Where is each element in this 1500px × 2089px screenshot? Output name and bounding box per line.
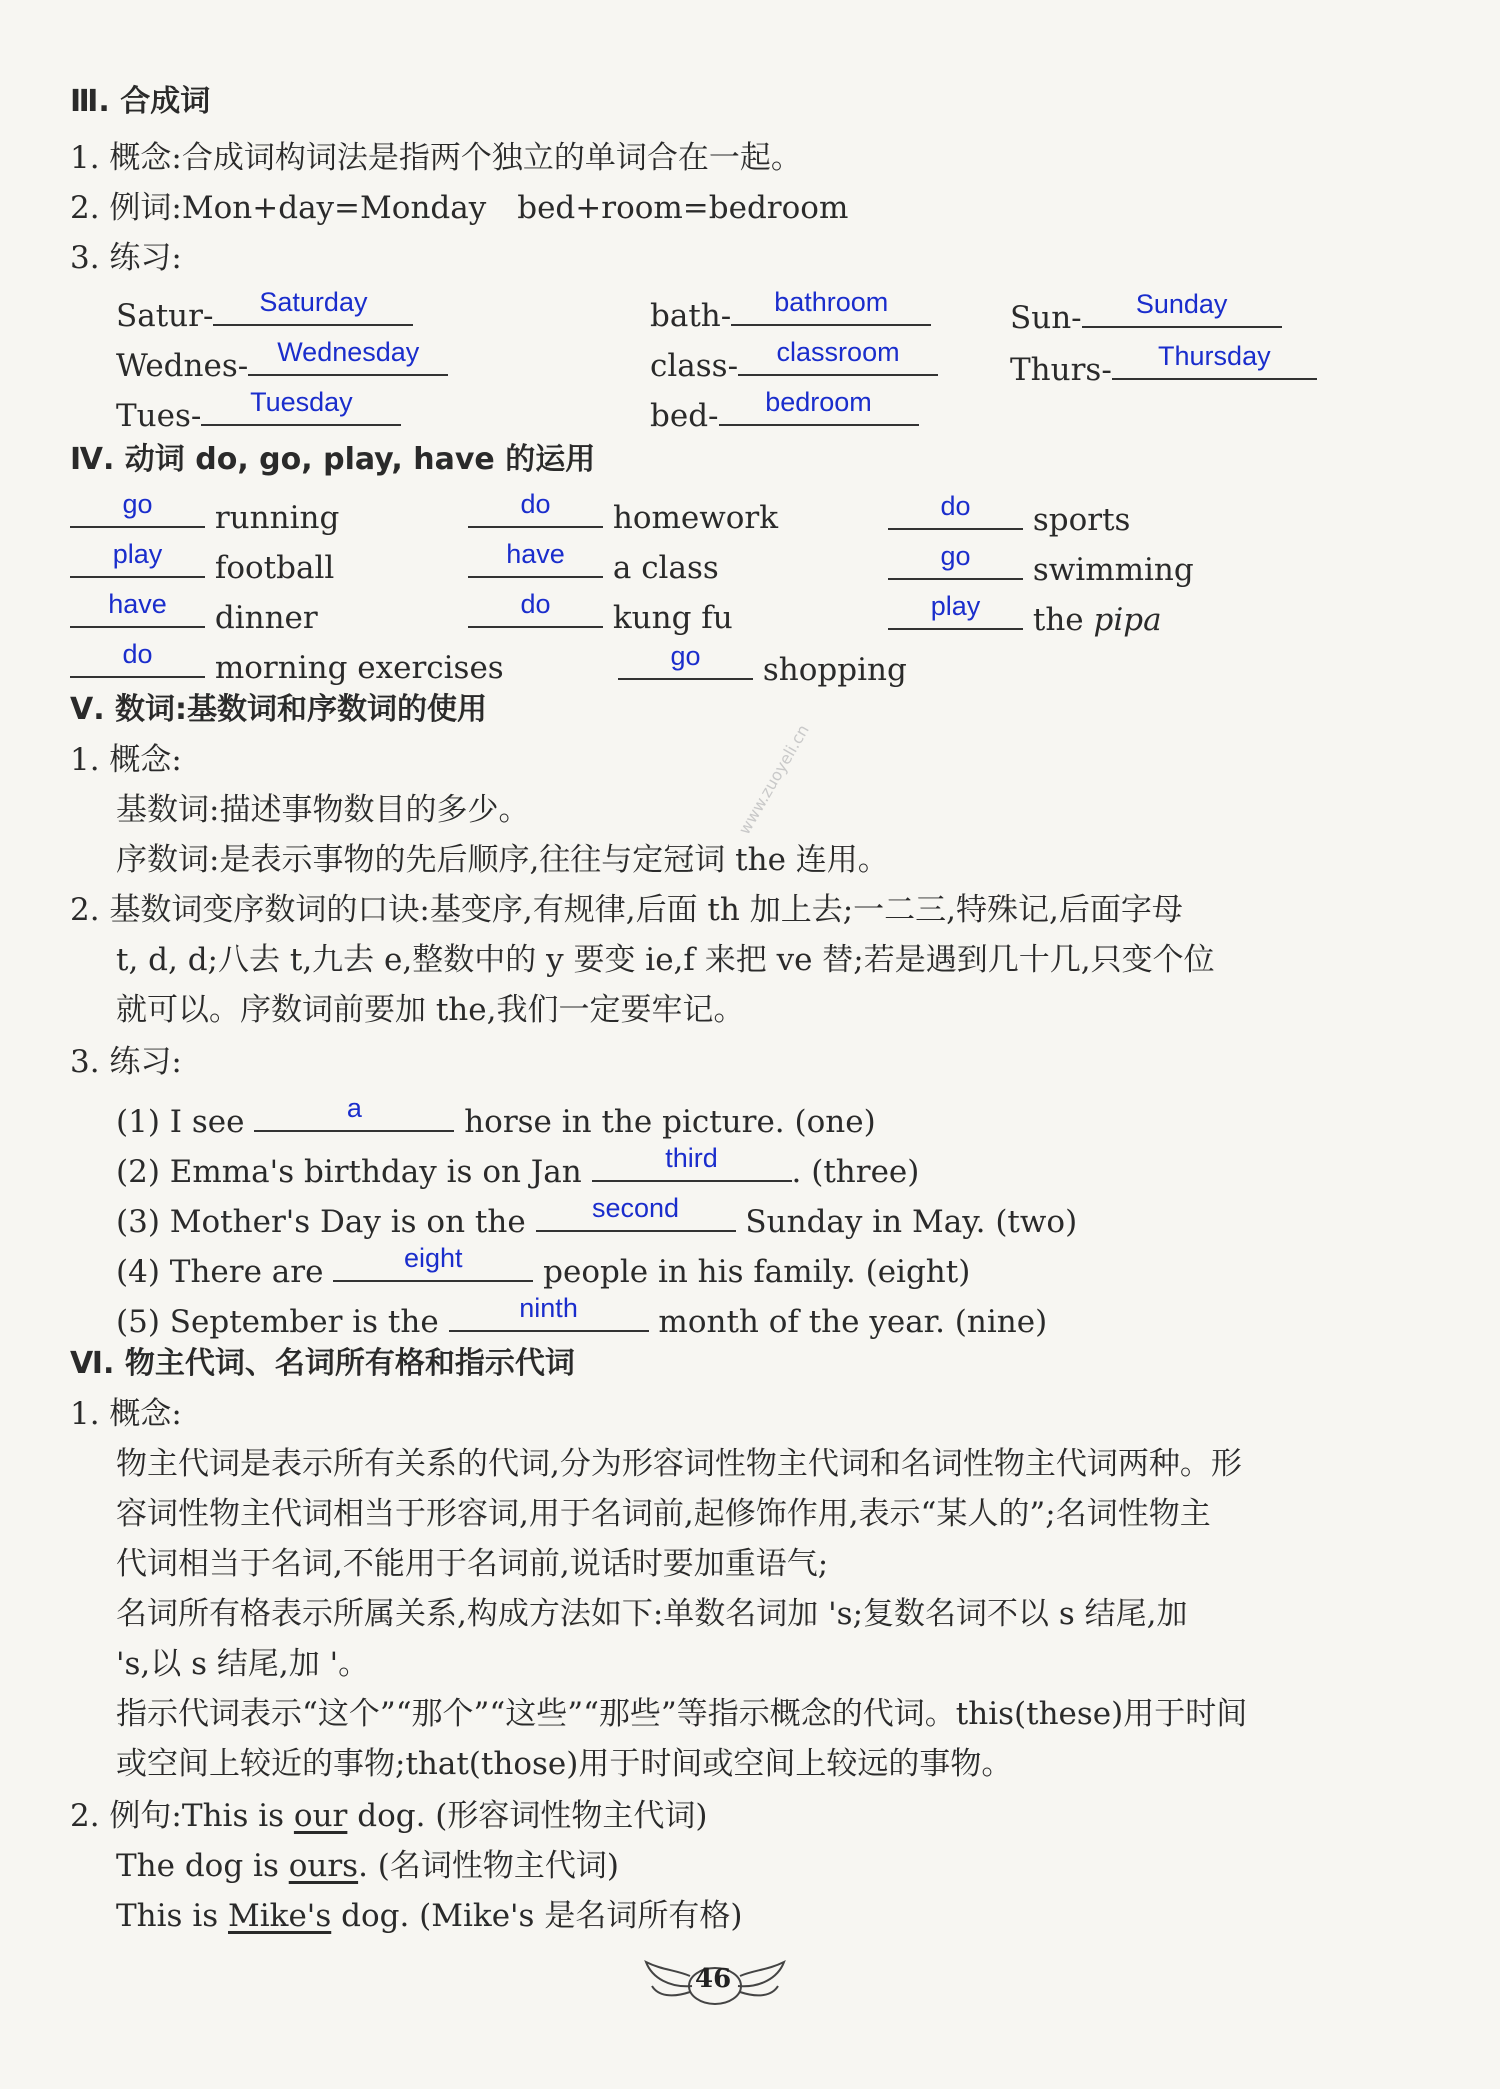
example-sentence xyxy=(116,1896,742,1936)
answer-blank xyxy=(70,488,205,528)
verb-phrase-italic: pipa xyxy=(1093,602,1162,638)
compound-item xyxy=(650,386,919,436)
possessive-para-line: 代词相当于名词,不能用于名词前,说话时要加重语气; xyxy=(116,1546,829,1582)
verb-item xyxy=(888,590,1162,640)
answer-blank xyxy=(70,588,205,628)
exercise-prefix: (1) I see xyxy=(116,1104,245,1140)
verb-phrase: the xyxy=(1032,602,1084,638)
compound-prefix: Wednes- xyxy=(116,348,249,384)
answer-text: ninth xyxy=(519,1293,578,1323)
section3-example: 2. 例词:Mon+day=Monday bed+room=bedroom xyxy=(70,190,849,226)
exercise-prefix: (4) There are xyxy=(116,1254,324,1290)
underlined-word: our xyxy=(293,1798,348,1834)
section6-concept-label: 1. 概念: xyxy=(70,1396,182,1432)
exercise-item xyxy=(116,1292,1047,1342)
answer-text: bedroom xyxy=(765,387,872,417)
verb-item xyxy=(468,488,778,538)
answer-blank xyxy=(213,286,413,326)
rule-line-3: 就可以。序数词前要加 the,我们一定要牢记。 xyxy=(116,992,745,1028)
answer-text: Tuesday xyxy=(250,387,353,417)
compound-item xyxy=(650,286,931,336)
answer-blank xyxy=(731,286,931,326)
example-sentence xyxy=(116,1846,619,1886)
verb-item xyxy=(70,488,339,538)
page-number-badge xyxy=(640,1948,790,2018)
exercise-prefix: (5) September is the xyxy=(116,1304,439,1340)
answer-text: bathroom xyxy=(774,287,889,317)
section6-heading: Ⅵ. 物主代词、名词所有格和指示代词 xyxy=(70,1346,575,1381)
section5-heading: Ⅴ. 数词:基数词和序数词的使用 xyxy=(70,692,488,727)
verb-item xyxy=(70,588,318,638)
example-text: . (名词性物主代词) xyxy=(358,1848,619,1884)
exercise-suffix: people in his family. (eight) xyxy=(543,1254,971,1290)
answer-blank xyxy=(618,640,753,680)
compound-prefix: class- xyxy=(650,348,739,384)
answer-text: a xyxy=(346,1093,362,1123)
answer-blank xyxy=(254,1092,454,1132)
compound-item xyxy=(650,336,938,386)
answer-text: play xyxy=(930,591,981,621)
verb-item xyxy=(618,640,907,690)
answer-text: do xyxy=(520,489,551,519)
answer-text: third xyxy=(665,1143,718,1173)
compound-item xyxy=(116,336,448,386)
exercise-suffix: Sunday in May. (two) xyxy=(745,1204,1078,1240)
compound-item xyxy=(1010,340,1317,390)
answer-text: second xyxy=(592,1193,680,1223)
exercise-suffix: month of the year. (nine) xyxy=(658,1304,1048,1340)
example-label: 2. 例句: xyxy=(70,1798,182,1834)
section3-practice-label: 3. 练习: xyxy=(70,240,182,276)
possessive-para-line: 容词性物主代词相当于形容词,用于名词前,起修饰作用,表示“某人的”;名词性物主 xyxy=(116,1496,1211,1532)
ordinal-definition: 序数词:是表示事物的先后顺序,往往与定冠词 the 连用。 xyxy=(116,842,889,878)
verb-phrase: morning exercises xyxy=(214,650,504,686)
section4-heading: Ⅳ. 动词 do, go, play, have 的运用 xyxy=(70,442,596,477)
verb-phrase: football xyxy=(214,550,335,586)
compound-prefix: Tues- xyxy=(116,398,202,434)
answer-text: have xyxy=(506,539,565,569)
page-number: 46 xyxy=(695,1964,732,1994)
compound-item xyxy=(116,386,401,436)
answer-text: do xyxy=(520,589,551,619)
verb-phrase: sports xyxy=(1032,502,1131,538)
verb-phrase: a class xyxy=(612,550,719,586)
answer-blank xyxy=(468,588,603,628)
exercise-item xyxy=(116,1192,1077,1242)
section3-heading: Ⅲ. 合成词 xyxy=(70,84,211,119)
answer-blank xyxy=(248,336,448,376)
answer-blank xyxy=(888,490,1023,530)
example-text: dog. (形容词性物主代词) xyxy=(357,1798,708,1834)
verb-phrase: running xyxy=(214,500,340,536)
verb-phrase: swimming xyxy=(1032,552,1194,588)
section5-practice-label: 3. 练习: xyxy=(70,1044,182,1080)
answer-blank xyxy=(888,590,1023,630)
example-text: This is xyxy=(181,1798,285,1834)
verb-item xyxy=(468,538,719,588)
rule-line-1: 2. 基数词变序数词的口诀:基变序,有规律,后面 th 加上去;一二三,特殊记,后面字母 xyxy=(70,892,1183,928)
verb-item xyxy=(888,540,1194,590)
compound-prefix: Sun- xyxy=(1010,300,1082,336)
verb-item xyxy=(888,490,1130,540)
demonstrative-para-line: 指示代词表示“这个”“那个”“这些”“那些”等指示概念的代词。this(these)用于时间 xyxy=(116,1696,1248,1732)
answer-text: do xyxy=(940,491,971,521)
underlined-word: ours xyxy=(288,1848,359,1884)
underlined-word: Mike's xyxy=(228,1898,332,1934)
example-text: The dog is xyxy=(116,1848,279,1884)
genitive-para-line: 's,以 s 结尾,加 '。 xyxy=(116,1646,370,1682)
exercise-item xyxy=(116,1242,970,1292)
possessive-para-line: 物主代词是表示所有关系的代词,分为形容词性物主代词和名词性物主代词两种。形 xyxy=(116,1446,1242,1482)
compound-item xyxy=(1010,288,1282,338)
cardinal-definition: 基数词:描述事物数目的多少。 xyxy=(116,792,530,828)
compound-item xyxy=(116,286,413,336)
compound-prefix: Satur- xyxy=(116,298,214,334)
answer-text: go xyxy=(670,641,701,671)
exercise-item xyxy=(116,1142,919,1192)
compound-prefix: bed- xyxy=(650,398,719,434)
answer-text: play xyxy=(112,539,163,569)
genitive-para-line: 名词所有格表示所属关系,构成方法如下:单数名词加 's;复数名词不以 s 结尾,加 xyxy=(116,1596,1188,1632)
answer-blank xyxy=(738,336,938,376)
answer-blank xyxy=(536,1192,736,1232)
answer-text: go xyxy=(122,489,153,519)
compound-prefix: Thurs- xyxy=(1010,352,1112,388)
answer-blank xyxy=(333,1242,533,1282)
answer-text: have xyxy=(108,589,167,619)
answer-blank xyxy=(201,386,401,426)
example-text: This is xyxy=(116,1898,219,1934)
exercise-suffix: horse in the picture. (one) xyxy=(464,1104,876,1140)
verb-phrase: shopping xyxy=(762,652,907,688)
answer-text: Wednesday xyxy=(277,337,420,367)
exercise-suffix: . (three) xyxy=(791,1154,920,1190)
answer-blank xyxy=(70,638,205,678)
answer-blank xyxy=(592,1142,792,1182)
answer-blank xyxy=(888,540,1023,580)
answer-blank xyxy=(468,488,603,528)
demonstrative-para-line: 或空间上较近的事物;that(those)用于时间或空间上较远的事物。 xyxy=(116,1746,1013,1782)
compound-prefix: bath- xyxy=(650,298,732,334)
section5-concept-label: 1. 概念: xyxy=(70,742,182,778)
example-text: dog. (Mike's 是名词所有格) xyxy=(341,1898,743,1934)
answer-text: do xyxy=(122,639,153,669)
exercise-item xyxy=(116,1092,876,1142)
answer-text: classroom xyxy=(776,337,900,367)
answer-text: eight xyxy=(404,1243,463,1273)
answer-blank xyxy=(1082,288,1282,328)
verb-phrase: kung fu xyxy=(612,600,733,636)
answer-blank xyxy=(1112,340,1317,380)
answer-text: Saturday xyxy=(259,287,368,317)
verb-item xyxy=(468,588,733,638)
answer-text: Thursday xyxy=(1158,341,1271,371)
verb-item xyxy=(70,538,334,588)
rule-line-2: t, d, d;八去 t,九去 e,整数中的 y 要变 ie,f 来把 ve 替;若是遇到几十几,只变个位 xyxy=(116,942,1215,978)
verb-item xyxy=(70,638,504,688)
answer-blank xyxy=(719,386,919,426)
answer-text: go xyxy=(940,541,971,571)
verb-phrase: dinner xyxy=(214,600,318,636)
answer-blank xyxy=(468,538,603,578)
answer-text: Sunday xyxy=(1135,289,1228,319)
verb-phrase: homework xyxy=(612,500,779,536)
answer-blank xyxy=(449,1292,649,1332)
exercise-prefix: (3) Mother's Day is on the xyxy=(116,1204,526,1240)
answer-blank xyxy=(70,538,205,578)
watermark: www.zuoyeli.cn xyxy=(734,721,813,838)
exercise-prefix: (2) Emma's birthday is on Jan xyxy=(116,1154,582,1190)
example-sentence xyxy=(70,1796,707,1836)
section3-concept: 1. 概念:合成词构词法是指两个独立的单词合在一起。 xyxy=(70,140,802,176)
